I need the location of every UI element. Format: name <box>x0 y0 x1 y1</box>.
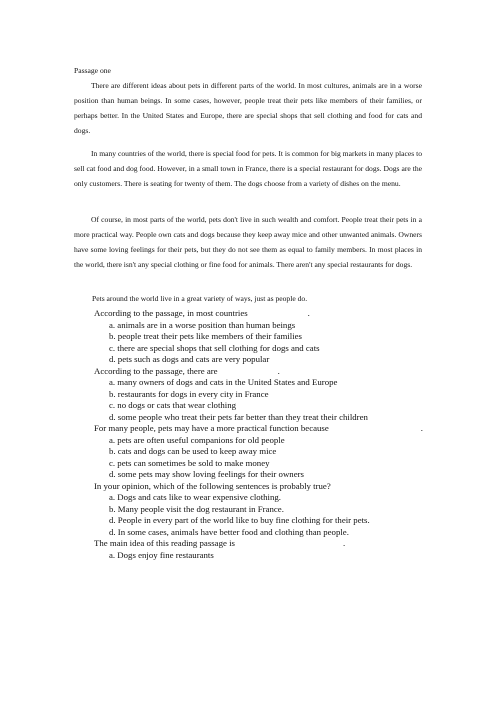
question-3-option-d: d. some pets may show loving feelings for their owners <box>109 469 304 479</box>
question-3-end: . <box>420 423 423 433</box>
question-5-option-a: a. Dogs enjoy fine restaurants <box>109 549 214 560</box>
paragraph-4: Pets around the world live in a great variety of ways, just as people do. <box>92 294 308 303</box>
question-4-option-d: d. In some cases, animals have better food and clothing than people. <box>109 526 349 537</box>
question-1-text: According to the passage, in most countries <box>94 308 248 318</box>
question-2-end: . <box>277 365 280 376</box>
question-1-stem <box>92 308 472 320</box>
question-3-option-a: a. pets are often useful companions for old people <box>109 434 285 445</box>
passage-title: Passage one <box>74 66 111 75</box>
question-4-stem <box>92 481 472 493</box>
question-1-option-c: c. there are special shops that sell clothing for dogs and cats <box>109 342 320 353</box>
question-2-option-a: a. many owners of dogs and cats in the United States and Europe <box>109 377 338 387</box>
question-4-option-b: b. Many people visit the dog restaurant in France. <box>109 503 284 514</box>
question-2-option-d: d. some people who treat their pets far better than they treat their children <box>109 411 368 422</box>
question-2-option-c: c. no dogs or cats that wear clothing <box>109 400 237 410</box>
question-3-option-b: b. cats and dogs can be used to keep away mice <box>109 446 277 456</box>
question-3-text: For many people, pets may have a more practical function because <box>94 423 329 433</box>
question-4-option-a: a. Dogs and cats like to wear expensive clothing. <box>109 492 281 502</box>
paragraph-1: There are different ideas about pets in different parts of the world. In most cultures, animals are in a worse position than human beings. In some cases, however, people treat their pets like members of their families, or perhaps better. In the United States and Europe, there are special shops that sell clothing and food for cats and dogs. <box>74 81 422 136</box>
question-4-text: In your opinion, which of the following sentences is probably true? <box>94 480 331 491</box>
question-5-end: . <box>342 538 346 548</box>
question-1-option-b: b. people treat their pets like members of their families <box>109 331 302 341</box>
questions <box>92 308 472 561</box>
question-5-text: The main idea of this reading passage is <box>94 538 235 548</box>
paragraph-3: Of course, in most parts of the world, pets don't live in such wealth and comfort. People treat their pets in a more practical way. People own cats and dogs because they keep away mice and other unwanted animals. Owners have some loving feelings for their pets, but they do not see them as equal to family members. In most places in the world, there isn't any special clothing or fine food for animals. There aren't any special restaurants for dogs. <box>74 215 422 270</box>
paragraph-2: In many countries of the world, there is special food for pets. It is common for big markets in many places to sell cat food and dog food. However, in a small town in France, there is a special restaurant for dogs. Dogs are the only customers. There is seating for twenty of them. The dogs choose from a variety of dishes on the menu. <box>74 149 422 189</box>
question-2-option-b: b. restaurants for dogs in every city in France <box>109 388 269 399</box>
question-2-text: According to the passage, there are <box>94 365 218 376</box>
question-3-stem <box>92 423 472 435</box>
question-1-option-a: a. animals are in a worse position than human beings <box>109 319 296 330</box>
question-5-stem <box>92 538 472 550</box>
question-1-end: . <box>307 308 310 318</box>
question-3-option-c: c. pets can sometimes be sold to make money <box>109 457 270 468</box>
question-2-stem <box>92 366 472 378</box>
question-1-option-d: d. pets such as dogs and cats are very popular <box>109 354 270 364</box>
question-4-option-c: d. People in every part of the world like to buy fine clothing for their pets. <box>109 515 370 525</box>
